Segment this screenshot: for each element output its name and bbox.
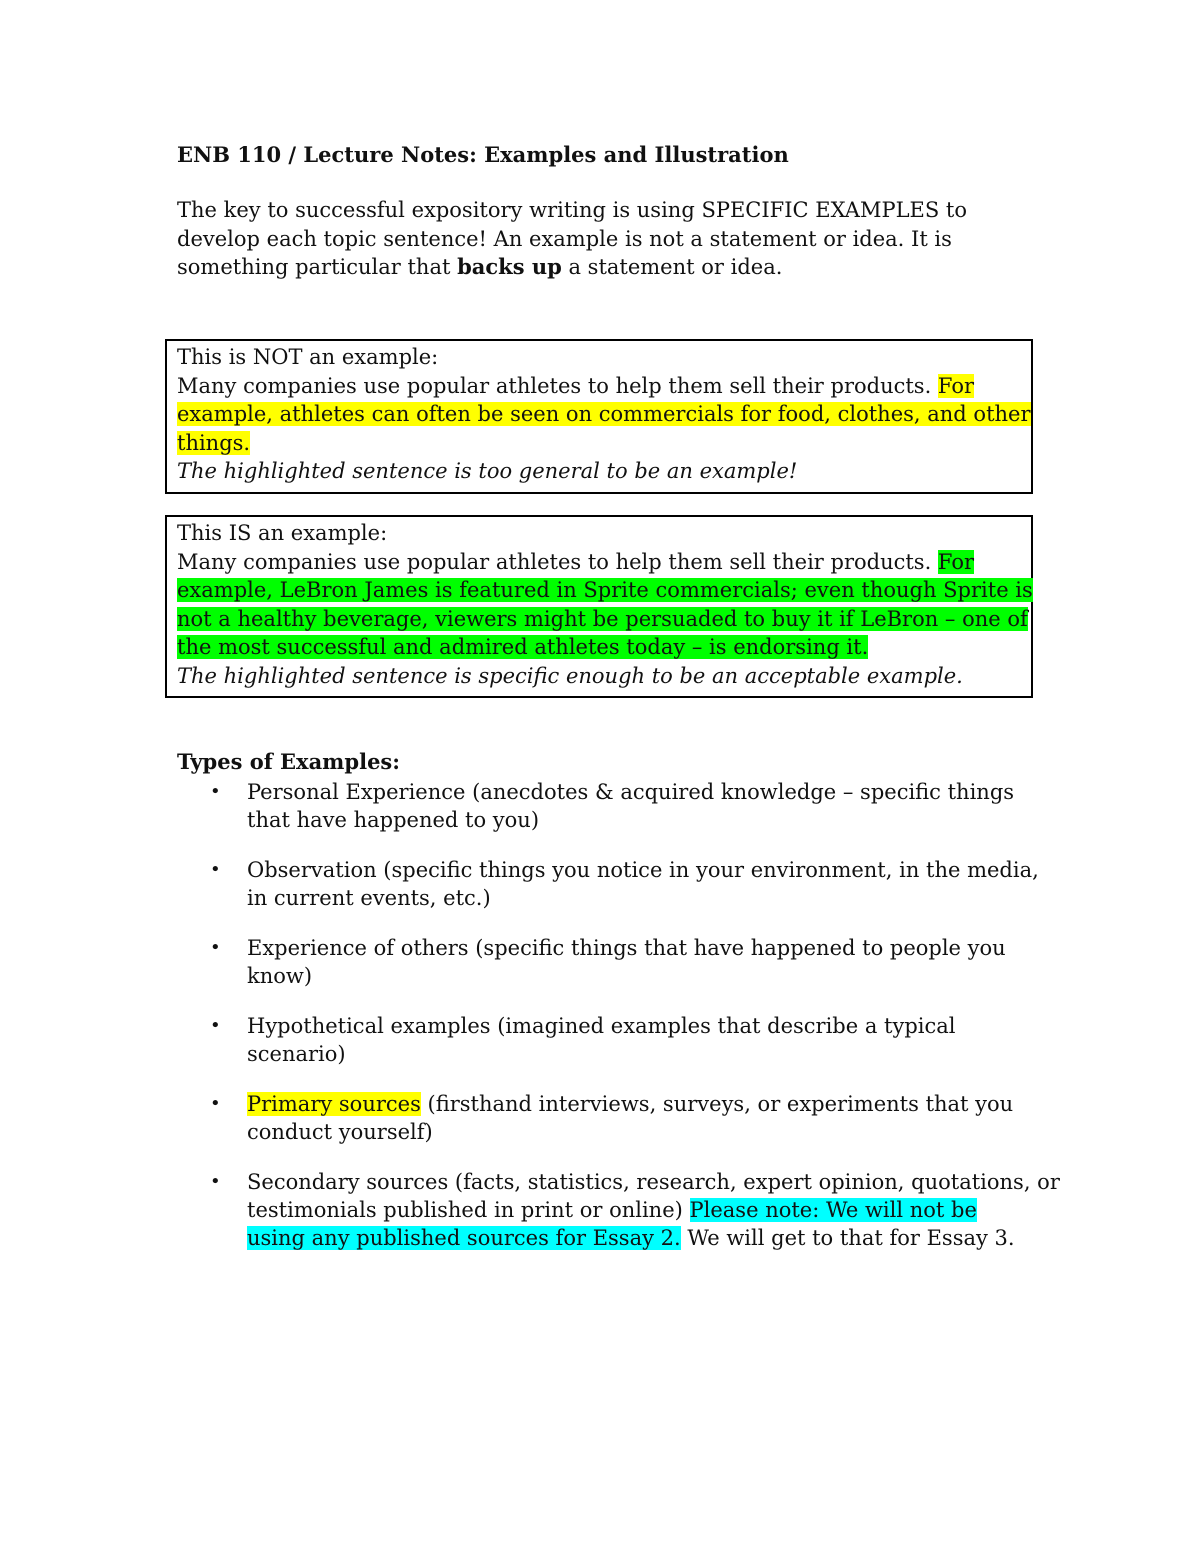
non-example-highlight-start: For — [937, 373, 975, 398]
example-highlight-line-4: the most successful and admired athletes today – is endorsing it. — [177, 635, 869, 659]
list-item-line-1: Personal Experience (anecdotes & acquired knowledge – specific things — [247, 780, 1015, 804]
list-item-line-2 — [247, 1196, 1057, 1224]
intro-paragraph — [177, 196, 1037, 282]
list-item-line-1: Observation (specific things you notice in your environment, in the media, — [247, 858, 1039, 882]
intro-line-3 — [177, 253, 1037, 282]
non-example-heading: This is NOT an example: — [177, 345, 439, 369]
intro-emphasis: backs up — [457, 254, 562, 279]
page-title: ENB 110 / Lecture Notes: Examples and Illustration — [177, 142, 789, 167]
primary-sources-description: (firsthand interviews, surveys, or experiments that you — [420, 1092, 1014, 1116]
example-highlight-line-3: not a healthy beverage, viewers might be persuaded to buy it if LeBron – one of — [177, 606, 1028, 631]
bullet-icon: • — [210, 1015, 221, 1036]
list-item — [177, 778, 1057, 834]
list-item-line-2: in current events, etc.) — [247, 886, 491, 910]
intro-line-3-start: something particular that — [177, 255, 458, 279]
list-item — [177, 1012, 1057, 1068]
list-item — [177, 934, 1057, 990]
list-item-line-2: know) — [247, 964, 313, 988]
example-note: The highlighted sentence is specific enough to be an acceptable example. — [177, 663, 963, 688]
non-example-line-3 — [177, 429, 1031, 458]
intro-line-3-end: a statement or idea. — [561, 255, 783, 279]
essay-note-highlight-end: using any published sources for Essay 2. — [247, 1226, 681, 1250]
bullet-icon: • — [210, 859, 221, 880]
example-plain-text: Many companies use popular athletes to help them sell their products. — [177, 549, 938, 574]
non-example-box — [165, 339, 1033, 494]
list-item-line-2: conduct yourself) — [247, 1120, 433, 1144]
bullet-icon: • — [210, 937, 221, 958]
list-item-line-3 — [247, 1224, 1057, 1252]
intro-line-2: develop each topic sentence! An example is not a statement or idea. It is — [177, 226, 952, 251]
essay-3-note: We will get to that for Essay 3. — [680, 1226, 1015, 1250]
example-line-1 — [177, 548, 1031, 577]
intro-line-1: The key to successful expository writing is using SPECIFIC EXAMPLES to — [177, 198, 968, 222]
types-list — [177, 778, 1060, 1274]
example-box — [165, 515, 1033, 698]
non-example-highlight-middle: example, athletes can often be seen on commercials for food, clothes, and other — [177, 402, 1031, 426]
list-item — [177, 1090, 1057, 1146]
secondary-sources-plain: testimonials published in print or online) — [247, 1198, 690, 1222]
non-example-highlight-end: things. — [177, 430, 251, 455]
non-example-note: The highlighted sentence is too general to be an example! — [177, 459, 798, 483]
list-item-line-1: Hypothetical examples (imagined examples that describe a typical — [247, 1014, 956, 1038]
types-heading: Types of Examples: — [177, 749, 401, 774]
list-item — [177, 1168, 1060, 1252]
example-heading: This IS an example: — [177, 521, 388, 545]
essay-note-highlight-start: Please note: We will not be — [689, 1198, 977, 1222]
example-highlight-line-2: example, LeBron James is featured in Sprite commercials; even though Sprite is — [177, 578, 1033, 602]
example-line-3 — [177, 605, 1031, 634]
example-line-2 — [177, 576, 1031, 605]
list-item — [177, 856, 1057, 912]
bullet-icon: • — [210, 1093, 221, 1114]
list-item-line-1 — [247, 1090, 1057, 1118]
bullet-icon: • — [210, 1171, 221, 1192]
example-line-4 — [177, 633, 1031, 662]
non-example-line-2 — [177, 400, 1031, 429]
primary-sources-highlight: Primary sources — [247, 1092, 421, 1116]
example-highlight-start: For — [937, 549, 975, 574]
list-item-line-2: that have happened to you) — [247, 808, 540, 832]
list-item-line-1: Secondary sources (facts, statistics, research, expert opinion, quotations, or — [247, 1170, 1060, 1194]
list-item-line-1: Experience of others (specific things that have happened to people you — [247, 936, 1006, 960]
non-example-line-1 — [177, 372, 1031, 401]
list-item-line-2: scenario) — [247, 1042, 346, 1066]
bullet-icon: • — [210, 781, 221, 802]
non-example-plain-text: Many companies use popular athletes to help them sell their products. — [177, 373, 938, 398]
